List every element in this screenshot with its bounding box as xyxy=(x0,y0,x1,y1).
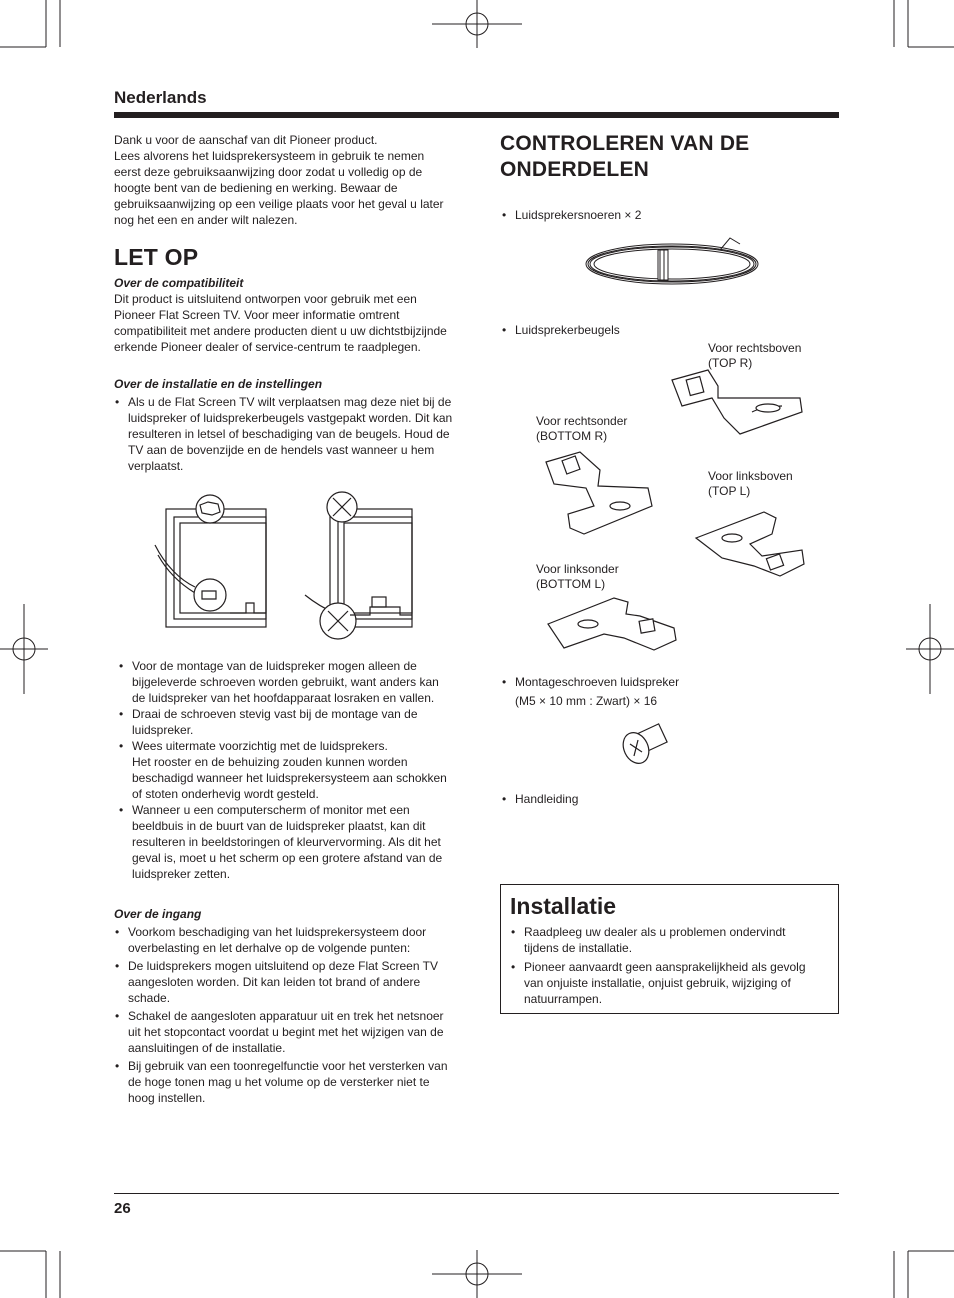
bracket-bottom-r-illustration xyxy=(540,448,660,540)
label-top-r xyxy=(708,341,801,371)
label-top-r-line1: Voor rechtsboven xyxy=(708,341,802,355)
list-item: • Luidsprekersnoeren × 2 xyxy=(501,207,801,223)
parts-heading-line2: ONDERDELEN xyxy=(500,158,650,181)
input-subheading: Over de ingang xyxy=(114,907,202,921)
parts-heading-line1: CONTROLEREN VAN DE xyxy=(500,132,750,155)
let-op-heading: LET OP xyxy=(114,244,199,270)
list-item xyxy=(501,674,801,709)
page-number: 26 xyxy=(114,1200,131,1217)
label-bottom-r xyxy=(536,414,627,444)
install-subheading: Over de installatie en de instellingen xyxy=(114,377,323,391)
label-top-l-line2: (TOP L) xyxy=(708,484,751,498)
list-item: • Pioneer aanvaardt geen aansprakelijkheid als gevolg van onjuiste installatie, onjuist gebruik, wijziging of natuurrampen. xyxy=(510,959,820,1007)
parts-list-brackets xyxy=(501,322,801,338)
install-list xyxy=(114,394,454,474)
list-item: • Als u de Flat Screen TV wilt verplaatsen mag deze niet bij de luidspreker of luidsprekerbeugels vastgepakt worden. Dit kan resulteren in letsel of beschadiging van de beugels. Houd de TV aan de bovenzijde en de hendels vast wanneer u hem verplaatst. xyxy=(114,394,454,474)
list-item: • Schakel de aangesloten apparatuur uit en trek het netsnoer uit het stopcontact voordat u begint met het wijzigen van de aansluitingen of de installatie. xyxy=(114,1008,456,1056)
speaker-cord-illustration xyxy=(580,232,770,290)
parts-list-manual xyxy=(501,791,801,807)
label-top-r-line2: (TOP R) xyxy=(708,356,753,370)
tv-handling-illustration xyxy=(150,485,420,645)
list-item: • Voorkom beschadiging van het luidsprekersysteem door overbelasting en let derhalve op de volgende punten: xyxy=(114,924,456,956)
parts-list-cords xyxy=(501,207,801,223)
caution-list xyxy=(118,658,454,882)
parts-list-screws xyxy=(501,674,801,709)
list-item: • Raadpleeg uw dealer als u problemen ondervindt tijdens de installatie. xyxy=(510,924,820,956)
label-bottom-l-line2: (BOTTOM L) xyxy=(536,577,606,591)
label-top-l xyxy=(708,469,793,499)
list-item: • Handleiding xyxy=(501,791,801,807)
installatie-heading: Installatie xyxy=(510,893,617,919)
list-item: • Wees uitermate voorzichtig met de luidsprekers. Het rooster en de behuizing zouden kunnen worden beschadigd wanneer het luidsprekersysteem aan schokken of stoten onderhevig wordt gesteld. xyxy=(118,738,454,802)
parts-heading xyxy=(500,131,749,183)
bracket-top-l-illustration xyxy=(692,508,812,578)
input-list xyxy=(114,924,456,1106)
list-item: • Wanneer u een computerscherm of monitor met een beeldbuis in de buurt van de luidspreker plaatst, kan dit resulteren in beeldstoringen of kleurvervorming. Als dit het geval is, moet u het scherm op een grotere afstand van de luidspreker zetten. xyxy=(118,802,454,882)
label-top-l-line1: Voor linksboven xyxy=(708,469,793,483)
label-bottom-l xyxy=(536,562,619,592)
installatie-list xyxy=(510,924,820,1007)
list-item: • Luidsprekerbeugels xyxy=(501,322,801,338)
label-bottom-l-line1: Voor linksonder xyxy=(536,562,619,576)
screws-line2: (M5 × 10 mm : Zwart) × 16 xyxy=(515,694,658,708)
screw-illustration xyxy=(618,722,672,768)
bracket-bottom-l-illustration xyxy=(544,594,684,654)
bracket-top-r-illustration xyxy=(668,368,808,448)
compat-text: Dit product is uitsluitend ontworpen voor gebruik met een Pioneer Flat Screen TV. Voor meer informatie omtrent compatibiliteit met andere producten dient u uw dichtstbijzijnde erkende Pioneer dealer of service-centrum te raadplegen. xyxy=(114,292,447,354)
footer-rule xyxy=(114,1193,839,1194)
compat-subheading: Over de compatibiliteit xyxy=(114,276,244,290)
header-rule xyxy=(114,112,839,118)
installatie-box xyxy=(500,884,839,1014)
screws-line1: • Montageschroeven luidspreker xyxy=(515,675,680,689)
list-item: • Bij gebruik van een toonregelfunctie voor het versterken van de hoge tonen mag u het volume op de versterker niet te hoog instellen. xyxy=(114,1058,456,1106)
list-item: • De luidsprekers mogen uitsluitend op deze Flat Screen TV aangesloten worden. Dit kan leiden tot brand of andere schade. xyxy=(114,958,456,1006)
label-bottom-r-line1: Voor rechtsonder xyxy=(536,414,628,428)
intro-text: Dank u voor de aanschaf van dit Pioneer product. Lees alvorens het luidsprekersysteem in gebruik te nemen eerst deze gebruiksaanwijzing door zodat u volledig op de hoogte bent van de bediening en werking. Bewaar de gebruiksaanwijzing op een veilige plaats voor het geval u later nog het een en ander wilt nalezen. xyxy=(114,133,444,227)
list-item: • Voor de montage van de luidspreker mogen alleen de bijgeleverde schroeven worden gebruikt, want anders kan de luidspreker van het hoofdapparaat losraken en vallen. xyxy=(118,658,454,706)
language-label: Nederlands xyxy=(114,88,207,107)
label-bottom-r-line2: (BOTTOM R) xyxy=(536,429,608,443)
list-item: • Draai de schroeven stevig vast bij de montage van de luidspreker. xyxy=(118,706,454,738)
